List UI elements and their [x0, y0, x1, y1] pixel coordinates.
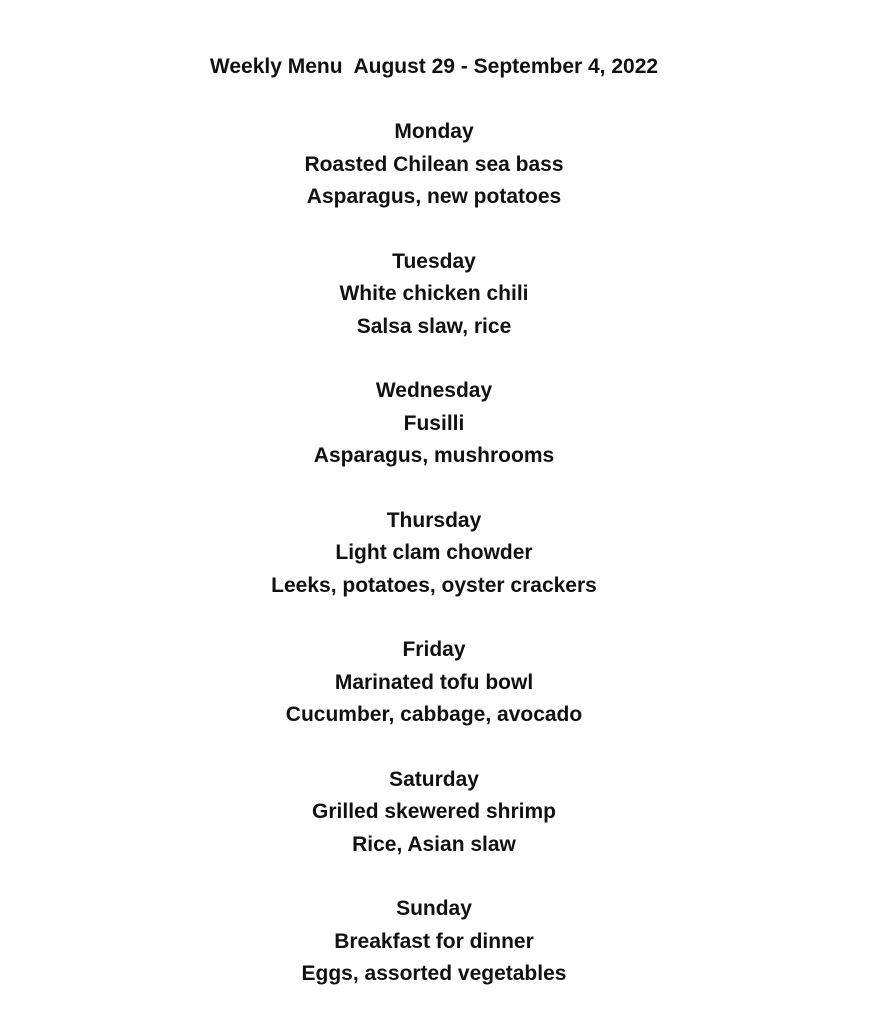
day-monday	[0, 116, 868, 246]
day-name: Thursday	[386, 508, 482, 532]
day-name: Monday	[394, 120, 474, 143]
day-main-dish: Roasted Chilean sea bass	[304, 152, 564, 176]
menu-days	[0, 116, 868, 1023]
day-name: Tuesday	[392, 249, 476, 273]
day-sides: Salsa slaw, rice	[356, 314, 512, 338]
day-sides: Asparagus, mushrooms	[313, 444, 555, 467]
day-main-dish: Breakfast for dinner	[334, 929, 534, 953]
day-sides: Rice, Asian slaw	[352, 832, 516, 856]
menu-title: Weekly Menu August 29 - September 4, 2022	[209, 55, 659, 78]
day-sunday	[0, 893, 868, 1023]
day-name: Saturday	[389, 767, 479, 791]
day-name: Sunday	[396, 897, 472, 920]
day-thursday	[0, 505, 868, 635]
day-sides: Leeks, potatoes, oyster crackers	[271, 573, 597, 597]
day-name: Wednesday	[375, 379, 493, 402]
day-friday	[0, 634, 868, 764]
day-main-dish: Marinated tofu bowl	[334, 670, 534, 694]
day-sides: Cucumber, cabbage, avocado	[285, 703, 583, 726]
day-sides: Eggs, assorted vegetables	[301, 962, 567, 985]
day-tuesday	[0, 246, 868, 376]
day-main-dish: White chicken chili	[339, 282, 529, 305]
day-main-dish: Grilled skewered shrimp	[312, 800, 556, 823]
day-name: Friday	[402, 638, 466, 661]
day-main-dish: Light clam chowder	[335, 541, 533, 564]
day-wednesday	[0, 375, 868, 505]
day-sides: Asparagus, new potatoes	[306, 185, 562, 208]
day-saturday	[0, 764, 868, 894]
day-main-dish: Fusilli	[403, 411, 465, 435]
